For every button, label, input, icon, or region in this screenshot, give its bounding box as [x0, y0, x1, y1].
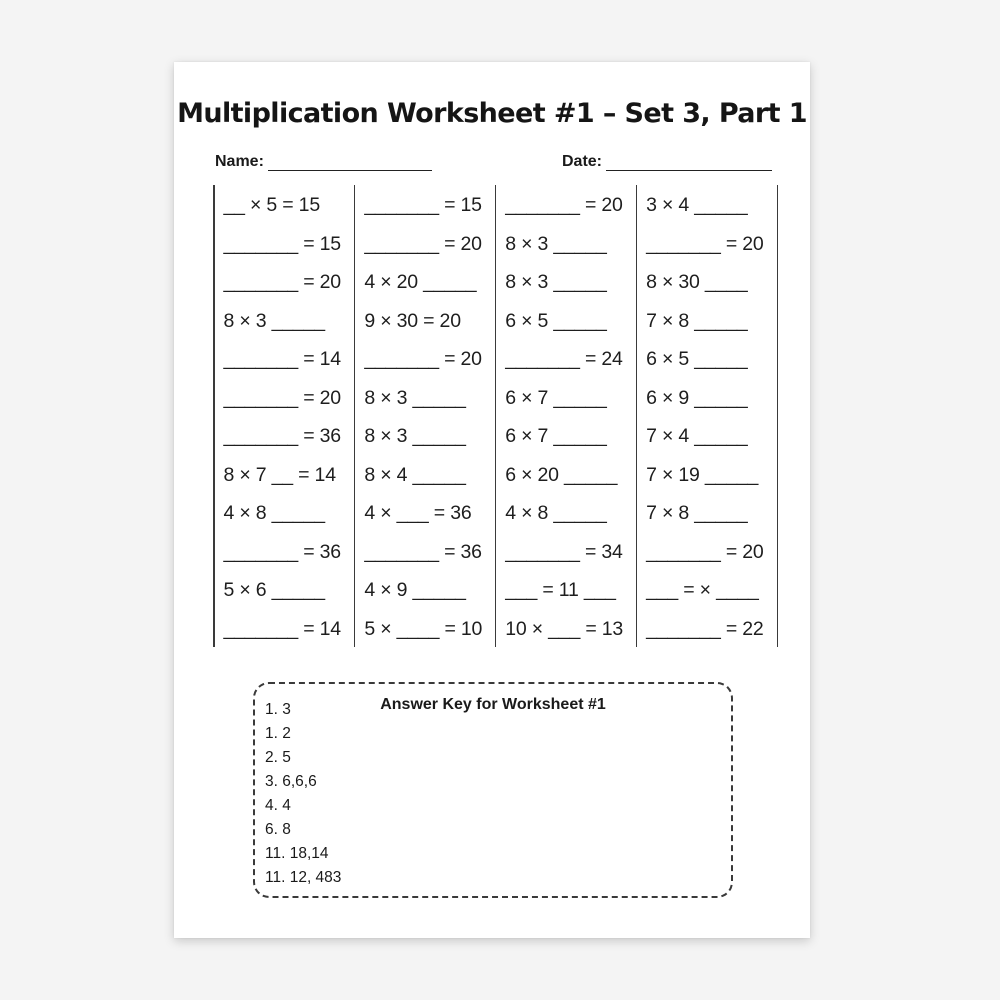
- problem-cell: 6 × 20 _____: [505, 463, 618, 486]
- problem-cell: 8 × 3 _____: [505, 271, 607, 293]
- answer-key-title-text: Answer Key for Worksheet #1: [380, 696, 606, 713]
- problem-cell: _______ = 20: [646, 232, 764, 255]
- problem-cell: 10 × ___ = 13: [505, 617, 624, 640]
- date-line: [606, 152, 772, 171]
- problem-column-2: [355, 185, 494, 647]
- problem-cell: 4 × 8 _____: [223, 502, 325, 524]
- problem-cell: 9 × 30 = 20: [364, 309, 461, 332]
- date-field: [562, 152, 772, 171]
- answer-key-item: 3. 6,6,6: [265, 773, 317, 790]
- problem-cell: 6 × 9 _____: [646, 386, 748, 409]
- problem-cell: 8 × 7 __ = 14: [223, 463, 336, 486]
- problem-cell: _______ = 36: [223, 425, 341, 447]
- problem-cell: 8 × 3 _____: [364, 425, 466, 447]
- problem-cell: 6 × 5 _____: [505, 309, 607, 332]
- problem-cell: ___ = 11 ___: [505, 579, 616, 601]
- problem-cell: 8 × 3 _____: [223, 309, 325, 332]
- answer-key-item: 2. 5: [265, 749, 291, 766]
- name-line: [268, 152, 432, 171]
- worksheet-title: Multiplication Worksheet #1 – Set 3, Part 1: [177, 98, 807, 129]
- problem-cell: 4 × ___ = 36: [364, 502, 472, 524]
- problem-cell: 4 × 20 _____: [364, 271, 477, 293]
- problem-cell: _______ = 22: [646, 617, 764, 640]
- problem-cell: 6 × 5 _____: [646, 348, 748, 370]
- problem-cell: __ × 5 = 15: [223, 194, 320, 216]
- problem-cell: ___ = × ____: [646, 579, 759, 601]
- answer-key-box: [253, 682, 733, 898]
- problem-cell: _______ = 15: [364, 194, 482, 216]
- problem-grid: [213, 185, 778, 647]
- problem-column-4: [637, 185, 776, 647]
- date-label: Date:: [562, 153, 603, 170]
- problem-cell: 4 × 9 _____: [364, 579, 466, 601]
- problem-cell: _______ = 20: [646, 540, 764, 563]
- problem-cell: _______ = 34: [505, 540, 623, 563]
- answer-key-item: 1. 3: [265, 701, 291, 718]
- problem-cell: 4 × 8 _____: [505, 502, 607, 524]
- problem-cell: _______ = 20: [223, 386, 341, 409]
- problem-cell: 7 × 19 _____: [646, 463, 759, 486]
- answer-key-item: 6. 8: [265, 821, 291, 838]
- problem-cell: 7 × 8 _____: [646, 309, 748, 332]
- name-field: [215, 152, 432, 171]
- problem-cell: _______ = 20: [223, 271, 341, 293]
- name-label: Name:: [215, 153, 264, 170]
- problem-cell: 6 × 7 _____: [505, 425, 607, 447]
- problem-cell: 5 × 6 _____: [223, 579, 325, 601]
- problem-cell: _______ = 15: [223, 232, 341, 255]
- answer-key-item: 4. 4: [265, 797, 291, 814]
- problem-cell: _______ = 20: [364, 348, 482, 370]
- answer-key-list: [265, 698, 341, 890]
- problem-cell: 6 × 7 _____: [505, 386, 607, 409]
- problem-cell: _______ = 20: [505, 194, 623, 216]
- problem-cell: 7 × 8 _____: [646, 502, 748, 524]
- problem-cell: _______ = 14: [223, 348, 341, 370]
- problem-cell: 8 × 3 _____: [364, 386, 466, 409]
- problem-column-3: [496, 185, 635, 647]
- problem-cell: 5 × ____ = 10: [364, 617, 483, 640]
- problem-cell: _______ = 20: [364, 232, 482, 255]
- problem-cell: 8 × 30 ____: [646, 271, 748, 293]
- problem-cell: _______ = 36: [364, 540, 482, 563]
- worksheet-page: [174, 62, 810, 938]
- problem-cell: 7 × 4 _____: [646, 425, 748, 447]
- problem-cell: _______ = 14: [223, 617, 341, 640]
- problem-cell: _______ = 36: [223, 540, 341, 563]
- answer-key-item: 1. 2: [265, 725, 291, 742]
- answer-key-item: 11. 12, 483: [265, 869, 342, 886]
- answer-key-item: 11. 18,14: [265, 845, 329, 862]
- column-divider: [777, 185, 779, 647]
- problem-cell: _______ = 24: [505, 348, 623, 370]
- problem-cell: 8 × 3 _____: [505, 232, 607, 255]
- problem-cell: 8 × 4 _____: [364, 463, 466, 486]
- problem-cell: 3 × 4 _____: [646, 194, 748, 216]
- problem-column-1: [215, 185, 354, 647]
